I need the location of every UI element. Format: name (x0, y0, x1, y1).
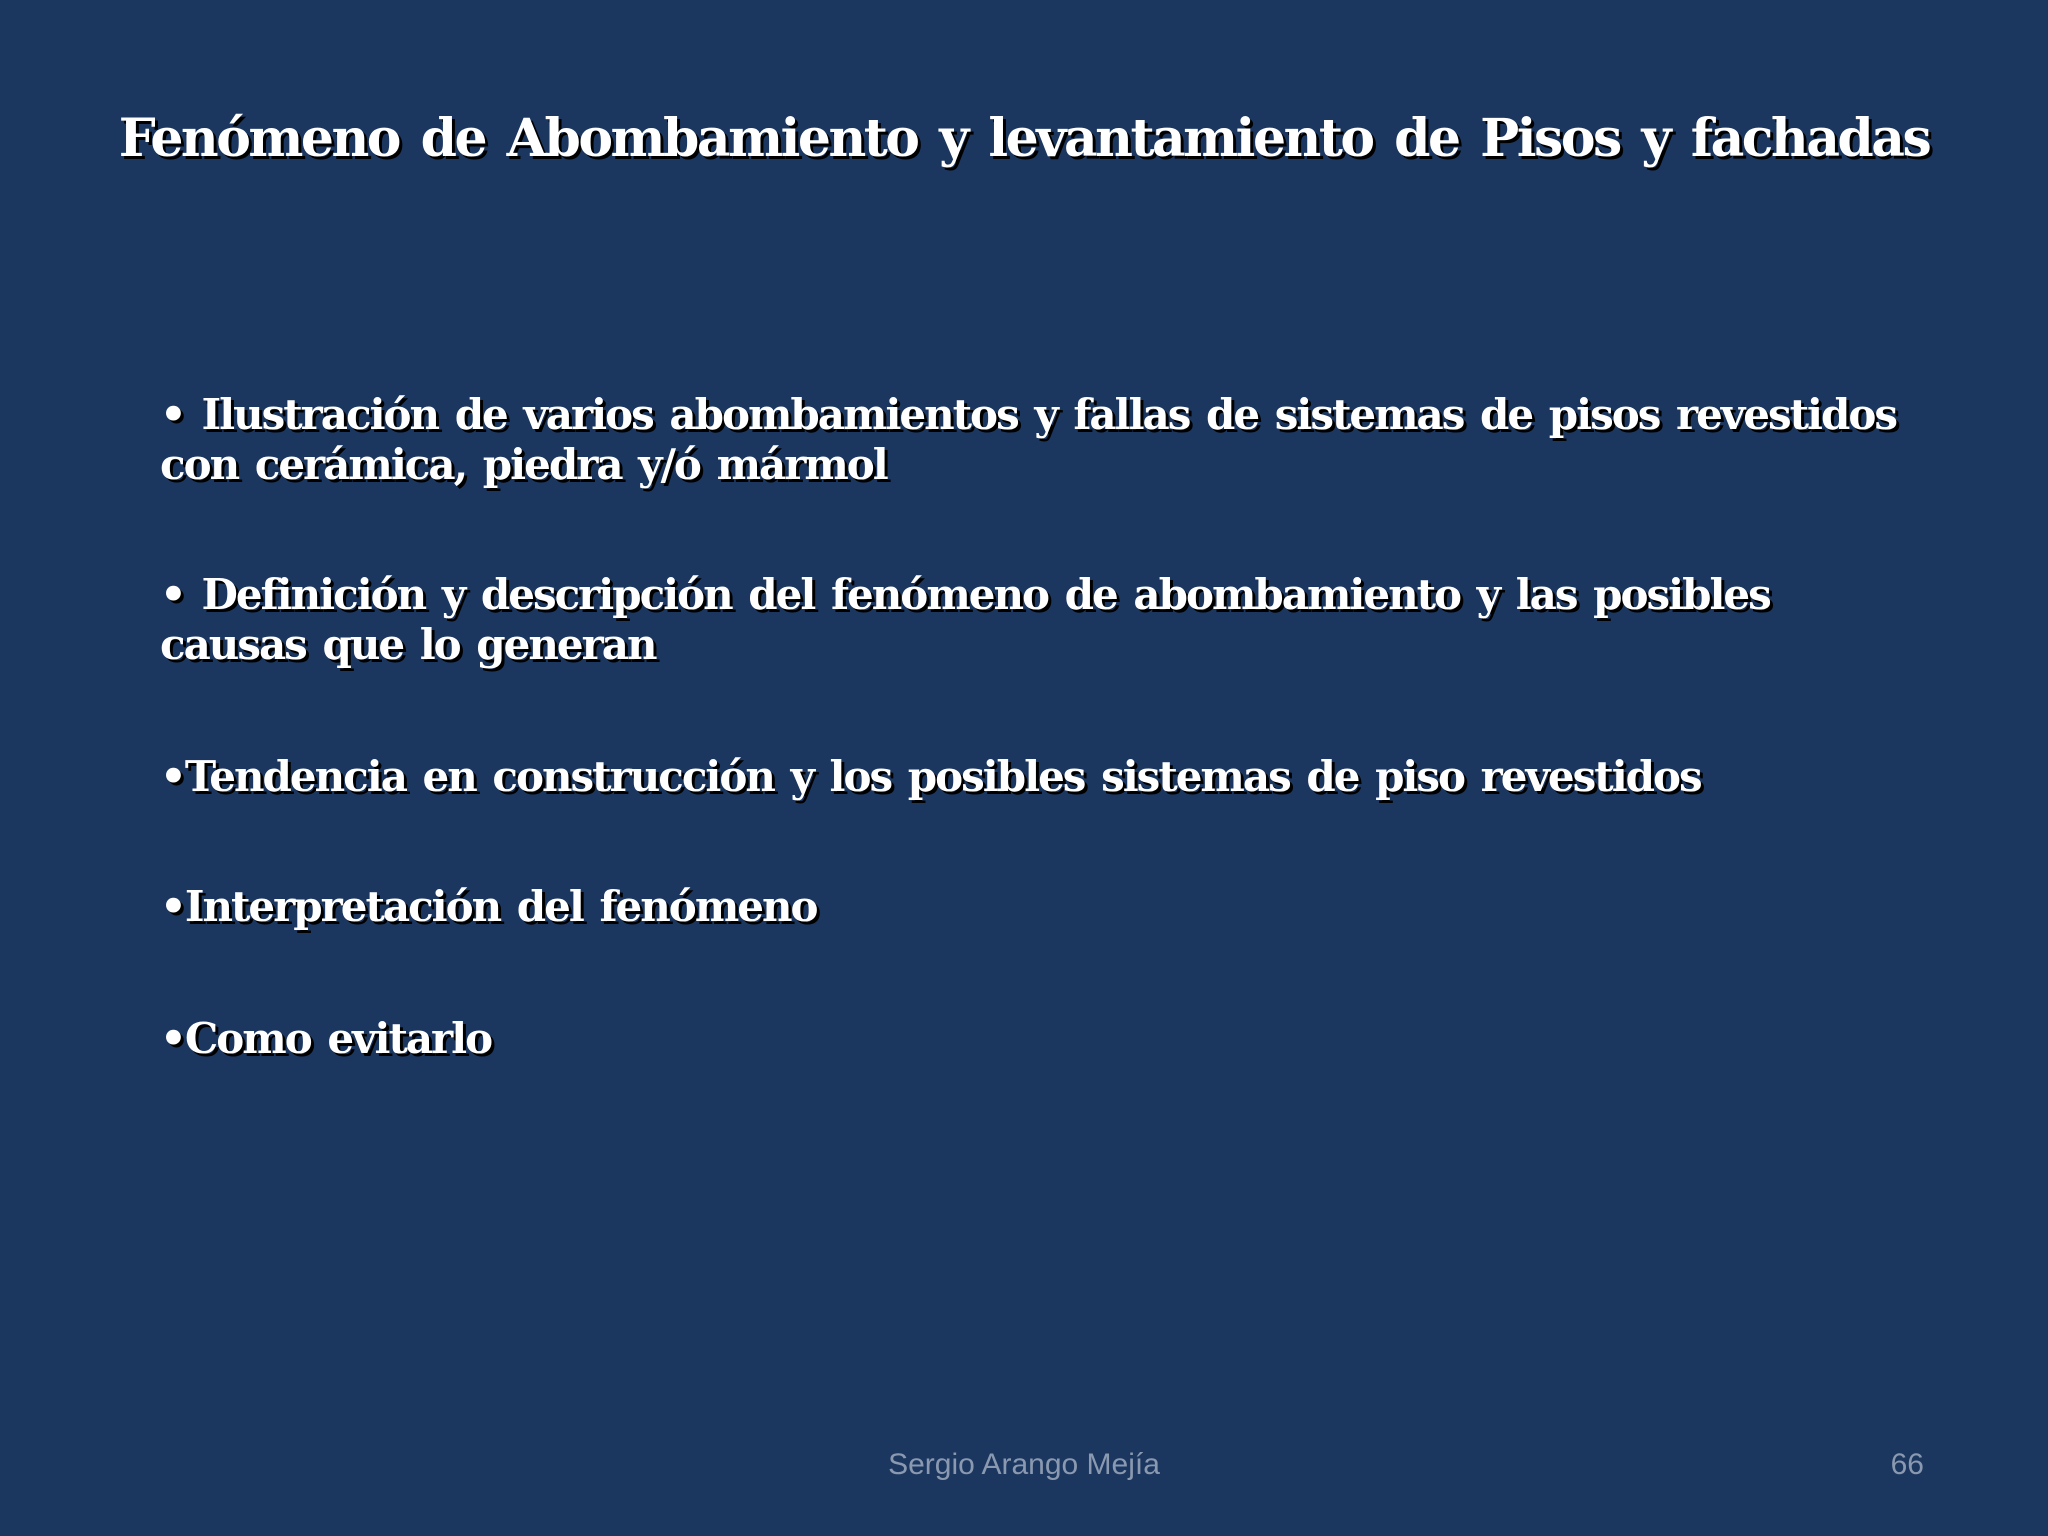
bullet-item: •Como evitarlo (160, 1014, 492, 1063)
bullet-item: •Interpretación del fenómeno (160, 882, 817, 931)
bullet-item: •Tendencia en construcción y los posibles sistemas de piso revestidos (160, 752, 1701, 801)
bullet-item: • Ilustración de varios abombamientos y fallas de sistemas de pisos revestidos con cerámica, piedra y/ó mármol (160, 390, 1896, 489)
slide-title: Fenómeno de Abombamiento y levantamiento de Pisos y fachadas (118, 108, 1930, 169)
footer-author: Sergio Arango Mejía (888, 1448, 1160, 1481)
bullet-item: • Definición y descripción del fenómeno de abombamiento y las posibles causas que lo generan (160, 570, 1770, 669)
page-number: 66 (1890, 1448, 1924, 1481)
